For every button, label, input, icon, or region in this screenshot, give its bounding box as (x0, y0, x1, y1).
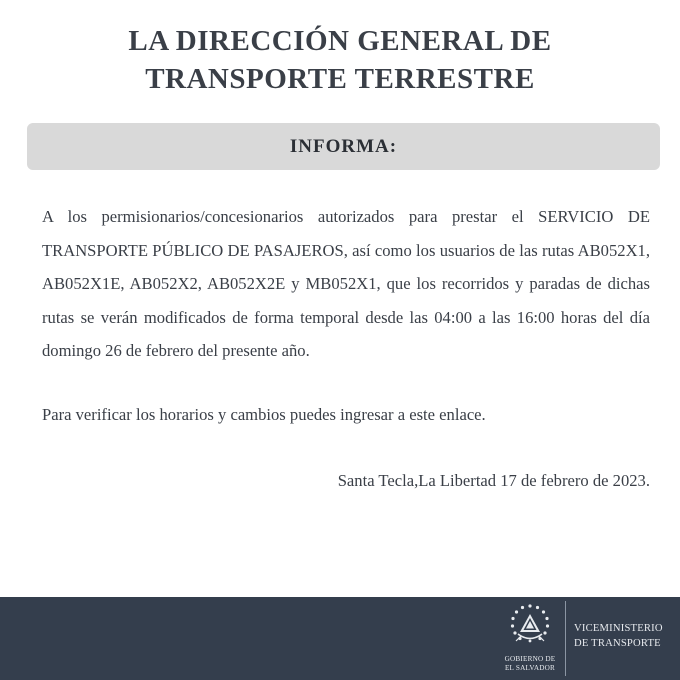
dateline: Santa Tecla,La Libertad 17 de febrero de 2023. (337, 471, 650, 490)
vice-line-1: VICEMINISTERIO (574, 623, 663, 634)
gov-line-1: GOBIERNO DE (504, 655, 556, 663)
verify-text: Para verificar los horarios y cambios puedes ingresar a este enlace. (42, 405, 486, 424)
title-line-1: LA DIRECCIÓN GENERAL DE (128, 25, 552, 57)
gobierno-label (494, 655, 566, 673)
informa-banner (27, 123, 660, 170)
footer-divider (565, 601, 566, 676)
banner-label: INFORMA: (289, 135, 398, 157)
announcement-paragraph: A los permisionarios/concesionarios autorizados para prestar el SERVICIO DE TRANSPORTE PÚBLICO DE PASAJEROS, así como los usuarios de las rutas AB052X1, AB052X1E, AB052X2, AB052X2E y MB052X1, que los recorridos y paradas de dichas rutas se verán modificados de forma temporal desde las 04:00 a las 16:00 horas del día domingo 26 de febrero del presente año. (42, 207, 650, 360)
title-line-2: TRANSPORTE TERRESTRE (145, 63, 535, 95)
vice-line-2: DE TRANSPORTE (574, 638, 661, 649)
page-title (0, 22, 680, 98)
viceministerio-label (574, 621, 678, 651)
footer-bar (0, 597, 680, 680)
el-salvador-coat-of-arms-icon (502, 603, 558, 655)
gov-line-2: EL SALVADOR (504, 664, 556, 672)
